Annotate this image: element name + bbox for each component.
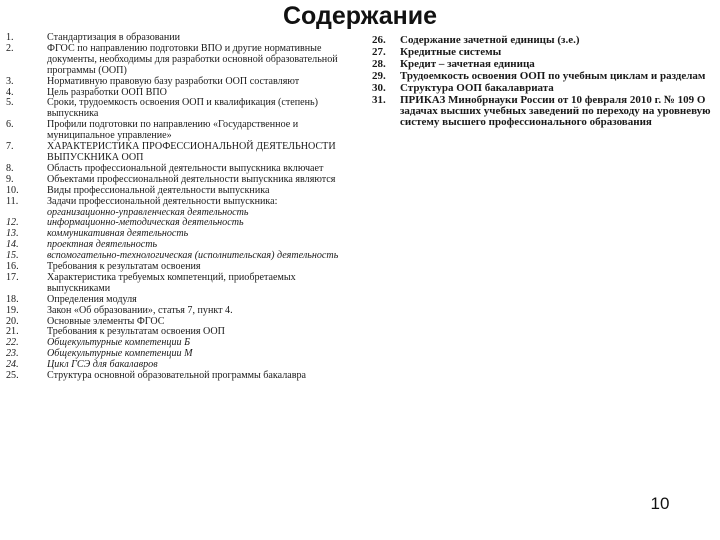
toc-item-text: проектная деятельность — [47, 239, 158, 251]
toc-item-text: вспомогательно-технологическая (исполнительская) деятельность — [47, 250, 339, 262]
toc-item — [6, 371, 350, 382]
toc-item-text: Виды профессиональной деятельности выпускника — [47, 184, 270, 196]
toc-item-number: 5. — [6, 97, 14, 109]
toc-item-text: Цикл ГСЭ для бакалавров — [47, 359, 158, 371]
toc-item — [6, 120, 350, 142]
toc-item-text: Основные элементы ФГОС — [47, 315, 165, 327]
toc-item-text: Цель разработки ООП ВПО — [47, 86, 167, 98]
toc-item-text: Кредитные системы — [400, 45, 502, 58]
toc-item-number: 1. — [6, 32, 14, 43]
toc-item — [372, 95, 714, 129]
toc-item-number: 11. — [6, 195, 19, 207]
toc-item-text: Общекультурные компетенции М — [47, 348, 193, 360]
toc-item-number: 24. — [6, 359, 19, 371]
toc-item — [372, 71, 714, 82]
toc-item-number: 8. — [6, 162, 14, 174]
toc-item-number: 2. — [6, 42, 14, 54]
toc-item-text: Стандартизация в образовании — [47, 32, 181, 43]
toc-item-text: Структура основной образовательной программы бакалавра — [47, 370, 307, 382]
toc-item-number: 18. — [6, 293, 19, 305]
toc-right-column — [372, 35, 714, 129]
toc-item-number: 14. — [6, 239, 19, 251]
toc-item-text: коммуникативная деятельность — [47, 228, 189, 240]
toc-item-number: 31. — [372, 93, 386, 106]
toc-item-number: 13. — [6, 228, 19, 240]
toc-item-number: 15. — [6, 250, 19, 262]
toc-item-number: 22. — [6, 337, 19, 349]
toc-item-number: 6. — [6, 119, 14, 131]
page-title: Содержание — [282, 2, 438, 30]
toc-item-number: 12. — [6, 217, 19, 229]
toc-item-number: 9. — [6, 173, 14, 185]
toc-item — [372, 59, 714, 70]
toc-item-number: 19. — [6, 304, 19, 316]
toc-item — [6, 273, 350, 295]
toc-item-number: 27. — [372, 45, 386, 58]
toc-item-text: Общекультурные компетенции Б — [47, 337, 191, 349]
toc-item-text: Закон «Об образовании», статья 7, пункт 4. — [47, 304, 233, 316]
toc-item-number: 7. — [6, 141, 14, 153]
toc-item-text: Требования к результатам освоения ООП — [47, 326, 225, 338]
toc-item-number: 23. — [6, 348, 19, 360]
toc-item-number: 26. — [372, 34, 386, 46]
toc-item-text: Кредит – зачетная единица — [400, 57, 535, 70]
toc-item-text: ХАРАКТЕРИСТИКА ПРОФЕССИОНАЛЬНОЙ ДЕЯТЕЛЬНОСТИ ВЫПУСКНИКА ООП — [47, 141, 336, 163]
toc-item — [372, 83, 714, 94]
toc-item-text: информационно-методическая деятельность — [47, 217, 244, 229]
toc-item-number: 21. — [6, 326, 19, 338]
toc-item — [6, 142, 350, 164]
toc-item-text: Определения модуля — [47, 293, 137, 305]
toc-item-text: организационно-управленческая деятельность — [47, 206, 249, 218]
toc-item — [372, 35, 714, 46]
toc-item-text: Задачи профессиональной деятельности выпускника: — [47, 195, 278, 207]
toc-item-number: 20. — [6, 315, 19, 327]
toc-item-text: Область профессиональной деятельности выпускника включает — [47, 162, 324, 174]
toc-item-text: ПРИКАЗ Минобрнауки России от 10 февраля 2010 г. № 109 О задачах высших учебных заведений по переходу на уровневую систему высшего профессионального образования — [400, 93, 711, 129]
toc-item — [6, 98, 350, 120]
toc-item — [6, 44, 350, 77]
toc-item-text: Сроки, трудоемкость освоения ООП и квалификация (степень) выпускника — [47, 97, 318, 120]
toc-item-text: Объектами профессиональной деятельности выпускника являются — [47, 173, 336, 185]
page-number: 10 — [650, 494, 670, 513]
toc-item-number: 10. — [6, 184, 19, 196]
toc-left-column — [6, 33, 350, 382]
toc-item-number: 30. — [372, 81, 386, 94]
toc-item-text: ФГОС по направлению подготовки ВПО и другие нормативные документы, необходимы для разработки основной образовательной программы (ООП) — [47, 42, 338, 76]
toc-item-text: Требования к результатам освоения — [47, 261, 201, 273]
toc-item-text: Характеристика требуемых компетенций, приобретаемых выпускниками — [47, 271, 296, 294]
toc-item-number: 4. — [6, 86, 14, 98]
toc-item-text: Профили подготовки по направлению «Государственное и муниципальное управление» — [47, 119, 299, 142]
toc-item-text: Нормативную правовую базу разработки ООП составляют — [47, 75, 300, 87]
toc-item-text: Структура ООП бакалавриата — [400, 81, 554, 94]
toc-item — [372, 47, 714, 58]
toc-item-text: Содержание зачетной единицы (з.е.) — [400, 34, 580, 46]
toc-item-number: 25. — [6, 370, 19, 382]
toc-item-number: 28. — [372, 57, 386, 70]
toc-item-number: 3. — [6, 75, 14, 87]
toc-item-number: 17. — [6, 271, 19, 283]
toc-item-text: Трудоемкость освоения ООП по учебным циклам и разделам — [400, 69, 706, 82]
toc-item-number: 29. — [372, 69, 386, 82]
toc-item-number: 16. — [6, 261, 19, 273]
